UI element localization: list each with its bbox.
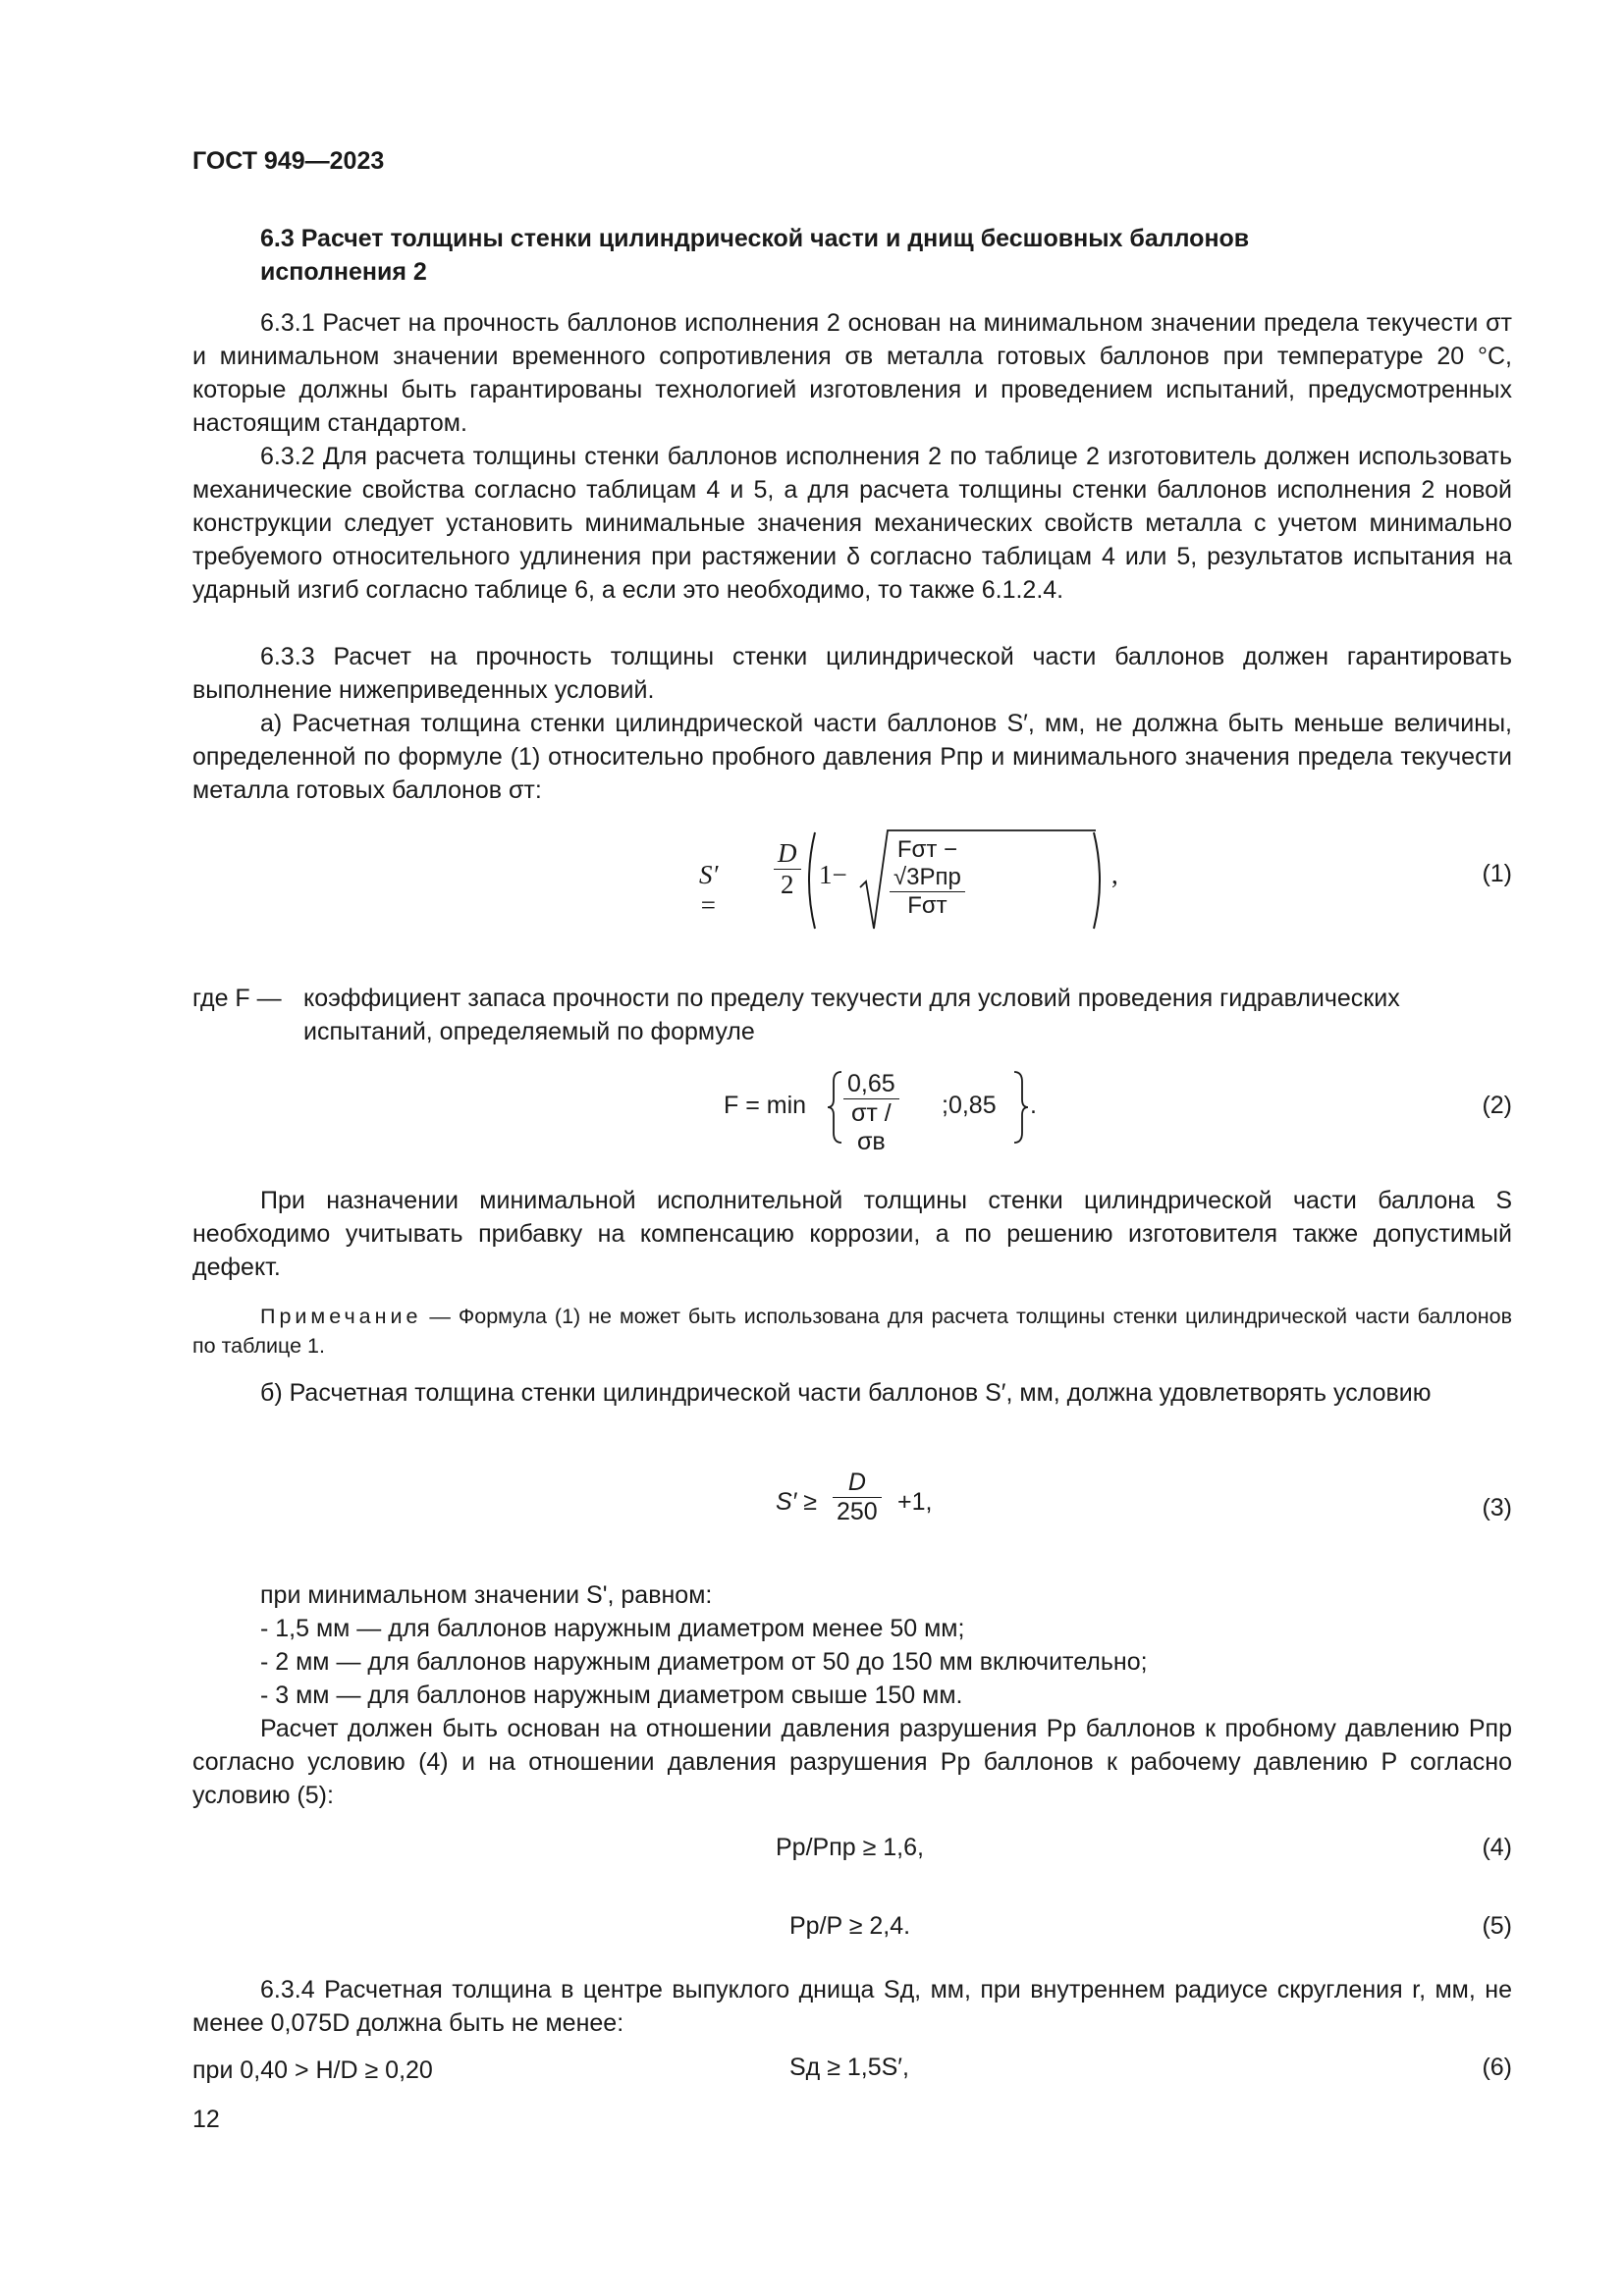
note — [192, 1302, 1512, 1361]
formula-1-fraction — [774, 838, 801, 900]
list-item: - 2 мм — для баллонов наружным диаметром от 50 до 150 мм включительно; — [260, 1648, 1148, 1676]
formula-3-rest: +1, — [897, 1488, 933, 1516]
section-title-line-1: 6.3 Расчет толщины стенки цилиндрической части и днищ бесшовных баллонов — [260, 225, 1250, 252]
formula-6: Sд ≥ 1,5S′, — [789, 2054, 909, 2081]
list-item: - 1,5 мм — для баллонов наружным диаметром менее 50 мм; — [260, 1615, 965, 1642]
equation-number-6: (6) — [1482, 2054, 1512, 2081]
paragraph-6-3-3: 6.3.3 Расчет на прочность толщины стенки цилиндрической части баллонов должен гарантировать выполнение нижеприведенных условий. — [192, 643, 1512, 704]
list-item: - 3 мм — для баллонов наружным диаметром свыше 150 мм. — [260, 1682, 963, 1709]
equation-number-2: (2) — [1482, 1092, 1512, 1119]
paragraph-assign: При назначении минимальной исполнительной толщины стенки цилиндрической части баллона S необходимо учитывать прибавку на компенсацию коррозии, а по решению изготовителя также допустимый дефект. — [192, 1187, 1512, 1281]
section-title — [260, 222, 1507, 289]
formula-2-denominator: σт / σв — [850, 1099, 892, 1155]
paragraph-6-3-2: 6.3.2 Для расчета толщины стенки баллонов исполнения 2 по таблице 2 изготовитель должен использовать механические свойства согласно таблицам 4 и 5, а для расчета толщины стенки баллонов исполнения 2 новой конструкции следует установить минимальные значения механических свойств металла с учетом минимально требуемого относительного удлинения при растяжении δ согласно таблицам 4 или 5, результатов испытания на ударный изгиб согласно таблице 6, а если это необходимо, то также 6.1.2.4. — [192, 443, 1512, 604]
formula-4: Pр/Pпр ≥ 1,6, — [776, 1834, 924, 1861]
formula-2-fraction — [843, 1070, 899, 1156]
formula-1-lhs: S′ = — [699, 860, 719, 920]
where-clause — [192, 982, 1512, 1048]
where-definition: коэффициент запаса прочности по пределу текучести для условий проведения гидравлических испытаний, определяемый по формуле — [303, 985, 1400, 1045]
paragraph-burst: Расчет должен быть основан на отношении давления разрушения Pр баллонов к пробному давлению Pпр согласно условию (4) и на отношении давления разрушения Pр баллонов к рабочему давлению P согласно условию (5): — [192, 1715, 1512, 1809]
formula-3-lhs: S′ ≥ — [776, 1488, 818, 1516]
formula-3-numerator: D — [833, 1468, 882, 1498]
note-label: Примечание — [260, 1305, 422, 1328]
condition-6: при 0,40 > H/D ≥ 0,20 — [192, 2056, 433, 2084]
equation-number-1: (1) — [1482, 860, 1512, 887]
formula-1-inner-numerator: Fσт − √3Pпр — [890, 836, 965, 892]
formula-2-numerator: 0,65 — [843, 1070, 899, 1099]
formula-2-lhs: F = min — [724, 1092, 807, 1119]
formula-5: Pр/P ≥ 2,4. — [789, 1912, 911, 1940]
formula-1-inner-fraction — [890, 836, 965, 920]
formula-2-right-brace — [1012, 1068, 1032, 1147]
formula-1-numerator: D — [774, 838, 801, 870]
document-page: ГОСТ 949—2023 6.3 Расчет толщины стенки цилиндрической части и днищ бесшовных баллонов исполнения 2 6.3.1 Расчет на прочность баллонов исполнения 2 основан на минимальном значении предела текучести σт и минимальном значении временного сопротивления σв металла готовых баллонов при температуре 20 °С, которые должны быть гарантированы технологией изготовления и проведением испытаний, предусмотренных настоящим стандартом. 6.3.2 Для расчета толщины стенки баллонов исполнения 2 по таблице 2 изготовитель должен использовать механические свойства согласно таблицам 4 и 5, а для расчета толщины стенки баллонов исполнения 2 новой конструкции следует установить минимальные значения механических свойств металла с учетом минимально требуемого относительного удлинения при растяжении δ согласно таблицам 4 или 5, результатов испытания на ударный изгиб согласно таблице 6, а если это необходимо, то также 6.1.2.4. 6.3.3 Расчет на прочность толщины стенки цилиндрической части баллонов должен гарантировать выполнение нижеприведенных условий. а) Расчетная толщина стенки цилиндрической части баллонов S′, мм, не должна быть меньше величины, определенной по формуле (1) относительно пробного давления Pпр и минимального значения предела текучести металла готовых баллонов σт: S′ = $\frac{D}{2}$ 1− Fσт − √3Pпр Fσт , (1) где F — коэффициент запаса прочности по пределу текучести для условий проведения гидравлических испытаний, определяемый по формуле F = min 0,65 σт / σв ;0,85 . (2) При назначении минимальной исполнительной толщины стенки цилиндрической части баллона S необходимо учитывать прибавку на компенсацию коррозии, а по решению изготовителя также допустимый дефект. Примечание — Формула (1) не может быть использована для расчета толщины стенки цилиндрической части баллонов по таблице 1. б) Расчетная толщина стенки цилиндрической части баллонов S′, мм, должна удовлетворять условию S′ ≥ $\frac{D}{250}$ +1, (3) при минимальном значении S', равном: - 1,5 мм — для баллонов наружным диаметром менее 50 мм; - 2 мм — для баллонов наружным диаметром от 50 до 150 мм включительно; - 3 мм — для баллонов наружным диаметром свыше 150 мм. Расчет должен быть основан на отношении давления разрушения Pр баллонов к пробному давлению Pпр согласно условию (4) и на отношении давления разрушения Pр баллонов к рабочему давлению P согласно условию (5): Pр/Pпр ≥ 1,6, (4) Pр/P ≥ 2,4. (5) 6.3.4 Расчетная толщина в центре выпуклого днища Sд, мм, при внутреннем радиусе скругления r, мм, не менее 0,075D должна быть не менее: при 0,40 > H/D ≥ 0,20 Sд ≥ 1,5S′, (6) 12 — [192, 147, 1512, 2133]
where-term: где F — — [192, 985, 282, 1012]
paragraph-6-3-1: 6.3.1 Расчет на прочность баллонов исполнения 2 основан на минимальном значении предела текучести σт и минимальном значении временного сопротивления σв металла готовых баллонов при температуре 20 °С, которые должны быть гарантированы технологией изготовления и проведением испытаний, предусмотренных настоящим стандартом. — [192, 309, 1512, 437]
note-text: — Формула (1) не может быть использована для расчета толщины стенки цилиндрической части баллонов по таблице 1. — [192, 1305, 1512, 1358]
equation-number-3: (3) — [1482, 1494, 1512, 1522]
equation-number-4: (4) — [1482, 1834, 1512, 1861]
section-title-line-2: исполнения 2 — [260, 258, 427, 286]
formula-2-rest: ;0,85 — [942, 1092, 997, 1119]
page-number: 12 — [192, 2106, 220, 2133]
paragraph-6-3-4: 6.3.4 Расчетная толщина в центре выпуклого днища Sд, мм, при внутреннем радиусе скругления r, мм, не менее 0,075D должна быть не менее: — [192, 1976, 1512, 2037]
min-value-intro: при минимальном значении S', равном: — [260, 1581, 713, 1609]
formula-3-fraction — [833, 1468, 882, 1526]
paragraph-a: а) Расчетная толщина стенки цилиндрической части баллонов S′, мм, не должна быть меньше величины, определенной по формуле (1) относительно пробного давления Pпр и минимального значения предела текучести металла готовых баллонов σт: — [192, 710, 1512, 804]
paragraph-b: б) Расчетная толщина стенки цилиндрической части баллонов S′, мм, должна удовлетворять условию — [260, 1379, 1432, 1407]
formula-1-denominator: 2 — [781, 870, 794, 899]
formula-1-one-minus: 1− — [819, 860, 847, 889]
equation-number-5: (5) — [1482, 1912, 1512, 1940]
document-id-header: ГОСТ 949—2023 — [192, 147, 385, 175]
formula-3-denominator: 250 — [837, 1498, 878, 1525]
formula-1-inner-denominator: Fσт — [907, 892, 947, 919]
